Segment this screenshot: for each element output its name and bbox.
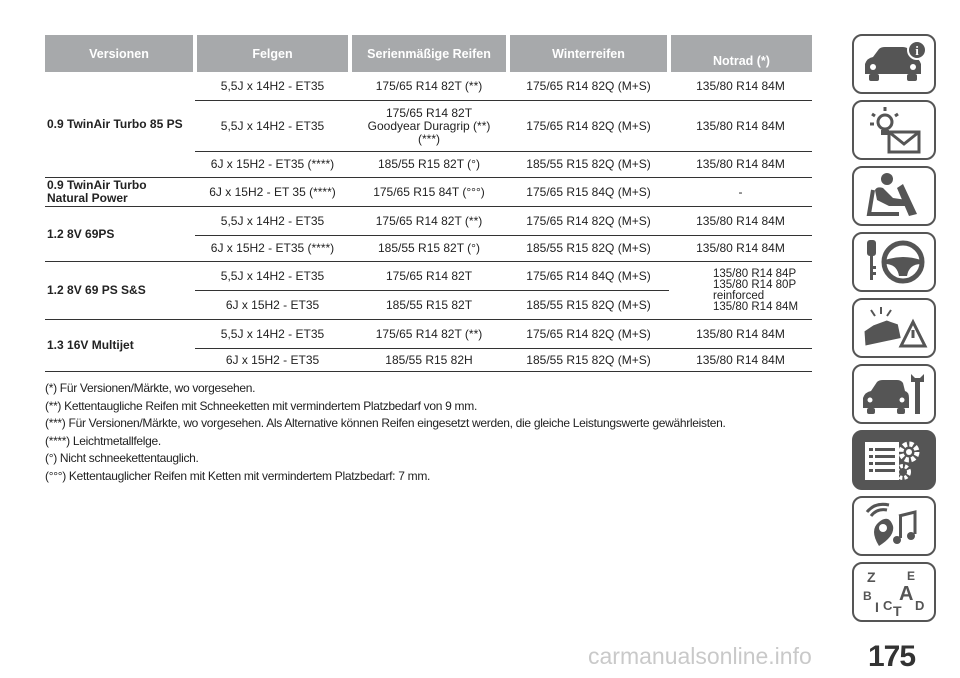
winter-cell: 175/65 R14 82Q (M+S) (508, 207, 669, 236)
multimedia-icon (859, 500, 929, 552)
felgen-cell: 5,5J x 14H2 - ET35 (195, 207, 350, 236)
winter-cell: 175/65 R14 82Q (M+S) (508, 101, 669, 152)
tab-emergency[interactable] (852, 298, 936, 358)
table-row (45, 207, 812, 236)
key-steering-wheel-icon (859, 236, 929, 288)
serie-line: Goodyear Duragrip (**) (367, 118, 491, 133)
serie-cell: 185/55 R15 82T (°) (350, 152, 508, 178)
notrad-line: 135/80 R14 80P (713, 278, 797, 291)
notrad-cell: 135/80 R14 84M (669, 152, 812, 178)
version-cell: 1.2 8V 69 PS S&S (45, 262, 195, 320)
winter-cell: 175/65 R14 82Q (M+S) (508, 72, 669, 101)
footnote: (°°°) Kettentauglicher Reifen mit Ketten mit vermindertem Platzbedarf: 7 mm. (45, 468, 431, 483)
felgen-cell: 5,5J x 14H2 - ET35 (195, 72, 350, 101)
index-letter: A (899, 583, 914, 605)
index-letters-icon (859, 566, 929, 618)
felgen-cell: 5,5J x 14H2 - ET35 (195, 101, 350, 152)
serie-cell: 185/55 R15 82H (350, 349, 508, 372)
serie-cell: 185/55 R15 82T (350, 291, 508, 320)
version-cell (45, 178, 195, 207)
version-line: Natural Power (47, 191, 128, 205)
notrad-cell: 135/80 R14 84M (669, 236, 812, 262)
felgen-cell: 6J x 15H2 - ET35 (195, 291, 350, 320)
winter-cell: 175/65 R14 84Q (M+S) (508, 262, 669, 291)
felgen-cell: 6J x 15H2 - ET35 (195, 349, 350, 372)
serie-cell (350, 101, 508, 152)
winter-cell: 175/65 R15 84Q (M+S) (508, 178, 669, 207)
chapter-sidebar (852, 34, 940, 628)
index-letter: B (863, 589, 872, 603)
index-letter: T (893, 603, 902, 618)
winter-cell: 175/65 R14 82Q (M+S) (508, 320, 669, 349)
technical-data-icon (859, 434, 929, 486)
index-letter: Z (867, 569, 876, 585)
footnote: (°) Nicht schneekettentauglich. (45, 451, 199, 465)
index-letter: E (907, 569, 916, 583)
tab-airbag-seat[interactable] (852, 166, 936, 226)
serie-cell: 175/65 R14 82T (350, 262, 508, 291)
winter-cell: 185/55 R15 82Q (M+S) (508, 236, 669, 262)
notrad-cell: 135/80 R14 84M (669, 72, 812, 101)
header-serienmaessige-reifen: Serienmäßige Reifen (350, 35, 508, 72)
serie-line: 175/65 R14 82T (385, 105, 473, 120)
felgen-cell: 6J x 15H2 - ET 35 (****) (195, 178, 350, 207)
notrad-line: reinforced (713, 289, 765, 302)
felgen-cell: 5,5J x 14H2 - ET35 (195, 262, 350, 291)
notrad-line: 135/80 R14 84M (713, 300, 799, 313)
index-letter: D (915, 598, 925, 613)
footnote: (***) Für Versionen/Märkte, wo vorgesehen. Als Alternative können Reifen eingesetzt werden, die gleiche Leistungswerte gewährleisten. (45, 416, 726, 430)
index-letter: I (875, 599, 879, 615)
serie-cell: 175/65 R15 84T (°°°) (350, 178, 508, 207)
version-cell: 0.9 TwinAir Turbo 85 PS (45, 72, 195, 178)
airbag-seat-icon (859, 170, 929, 222)
serie-cell: 175/65 R14 82T (**) (350, 72, 508, 101)
notrad-cell: 135/80 R14 84M (669, 320, 812, 349)
tab-technical-data[interactable] (852, 430, 936, 490)
tab-index[interactable] (852, 562, 936, 622)
header-felgen: Felgen (195, 35, 350, 72)
notrad-line: 135/80 R14 84P (713, 267, 797, 280)
winter-cell: 185/55 R15 82Q (M+S) (508, 152, 669, 178)
warning-lights-icon (859, 104, 929, 156)
header-winterreifen: Winterreifen (508, 35, 669, 72)
notrad-cell: - (669, 178, 812, 207)
tab-multimedia[interactable] (852, 496, 936, 556)
notrad-cell: 135/80 R14 84M (669, 207, 812, 236)
car-maintenance-icon (859, 368, 929, 420)
serie-cell: 175/65 R14 82T (**) (350, 207, 508, 236)
footnote: (*) Für Versionen/Märkte, wo vorgesehen. (45, 381, 256, 395)
index-letter: C (883, 598, 893, 613)
winter-cell: 185/55 R15 82Q (M+S) (508, 291, 669, 320)
winter-cell: 185/55 R15 82Q (M+S) (508, 349, 669, 372)
svg-text:i: i (915, 43, 919, 58)
table-row (45, 72, 812, 101)
footnotes (45, 380, 825, 485)
notrad-cell: 135/80 R14 84M (669, 101, 812, 152)
notrad-cell (669, 262, 812, 320)
tab-key-steering-wheel[interactable] (852, 232, 936, 292)
felgen-cell: 6J x 15H2 - ET35 (****) (195, 152, 350, 178)
tab-maintenance[interactable] (852, 364, 936, 424)
table-row (45, 320, 812, 349)
tab-warning-lights[interactable] (852, 100, 936, 160)
table-row (45, 178, 812, 207)
tire-specifications-table (45, 35, 812, 372)
page-number: 175 (868, 640, 916, 673)
footnote: (****) Leichtmetallfelge. (45, 433, 161, 448)
felgen-cell: 6J x 15H2 - ET35 (****) (195, 236, 350, 262)
serie-cell: 175/65 R14 82T (**) (350, 320, 508, 349)
version-line: 0.9 TwinAir Turbo (47, 178, 147, 192)
table-row (45, 262, 812, 291)
watermark: carmanualsonline.info (588, 643, 812, 669)
serie-line: (***) (417, 131, 440, 146)
emergency-car-icon (859, 302, 929, 354)
notrad-cell: 135/80 R14 84M (669, 349, 812, 372)
tab-car-info[interactable] (852, 34, 936, 94)
car-info-icon (859, 38, 929, 90)
header-notrad: Notrad (*) (669, 35, 812, 72)
version-cell: 1.3 16V Multijet (45, 320, 195, 372)
felgen-cell: 5,5J x 14H2 - ET35 (195, 320, 350, 349)
serie-cell: 185/55 R15 82T (°) (350, 236, 508, 262)
version-cell: 1.2 8V 69PS (45, 207, 195, 262)
header-versionen: Versionen (45, 35, 195, 72)
footnote: (**) Kettentaugliche Reifen mit Schneeketten mit vermindertem Platzbedarf von 9 mm. (45, 398, 477, 413)
